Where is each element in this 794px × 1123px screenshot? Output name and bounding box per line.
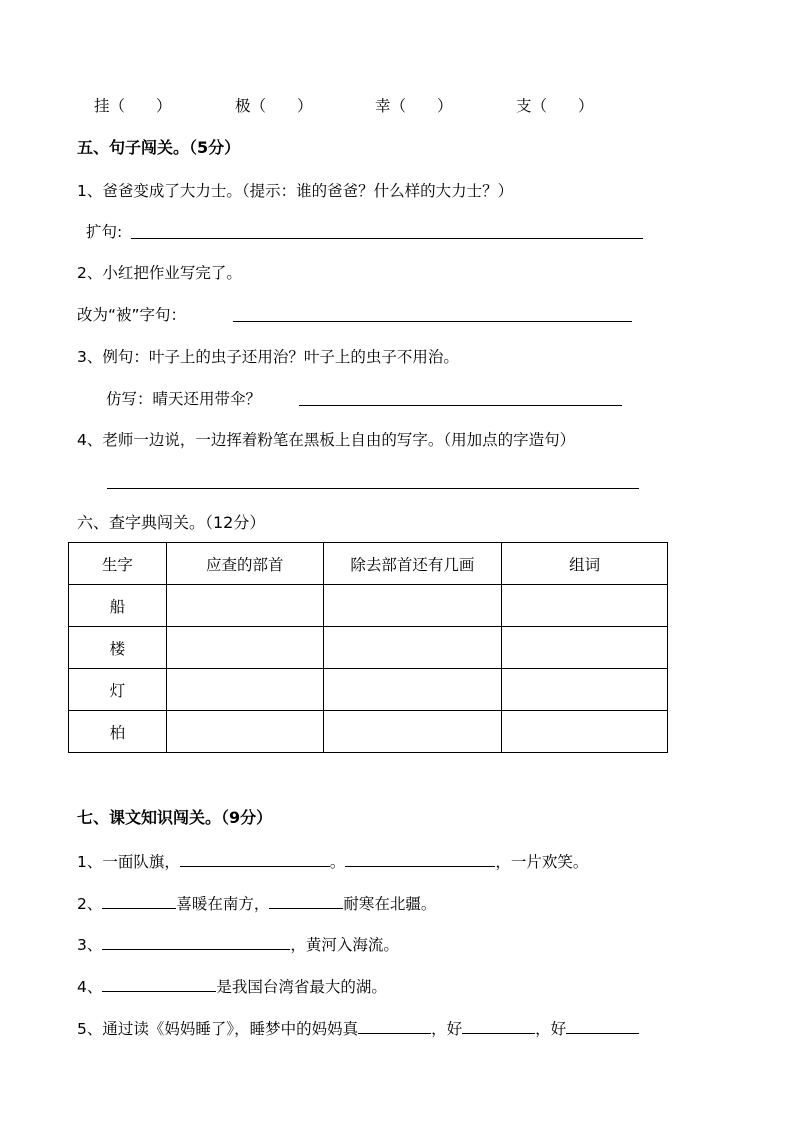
s5-q1-answer-line[interactable]	[131, 238, 643, 239]
s5-q3-label: 仿写：晴天还用带伞？	[106, 390, 262, 408]
s5-q2-label: 改为“被”字句：	[77, 306, 187, 324]
s7-q5-blank-1[interactable]	[358, 1017, 431, 1034]
s5-question-2: 2、小红把作业写完了。	[77, 264, 242, 282]
word-cell[interactable]	[502, 711, 668, 753]
row-char: 柏	[69, 711, 167, 753]
s7-q1-blank-2[interactable]	[345, 850, 495, 867]
s7-q5-text-c: ，好	[535, 1020, 567, 1038]
s7-q5-text-a: 5、通过读《妈妈睡了》，睡梦中的妈妈真	[77, 1020, 359, 1038]
s7-q5-blank-2[interactable]	[462, 1017, 535, 1034]
s7-q1-text-c: ，一片欢笑。	[495, 853, 589, 871]
strokes-cell[interactable]	[323, 669, 502, 711]
strokes-cell[interactable]	[323, 711, 502, 753]
section7-title: 七、课文知识闯关。（9分）	[77, 808, 273, 827]
word-cell[interactable]	[502, 585, 668, 627]
s7-q4-blank-1[interactable]	[102, 975, 216, 992]
table-row	[69, 585, 668, 627]
s7-q3-text-b: ，黄河入海流。	[290, 936, 399, 954]
word-cell[interactable]	[502, 627, 668, 669]
s7-question-4	[77, 975, 387, 997]
header-shengzi: 生字	[69, 543, 167, 585]
s7-question-1	[77, 850, 588, 872]
table-row	[69, 627, 668, 669]
s5-question-4: 4、老师一边说，一边挥着粉笔在黑板上自由的写字。（用加点的字造句）	[77, 431, 576, 449]
s7-question-5	[77, 1017, 639, 1039]
strokes-cell[interactable]	[323, 585, 502, 627]
s7-question-3	[77, 933, 399, 955]
s7-q2-blank-2[interactable]	[269, 892, 343, 909]
dictionary-table	[68, 542, 668, 753]
word-cell[interactable]	[502, 669, 668, 711]
row-char: 楼	[69, 627, 167, 669]
s7-q1-text-b: 。	[329, 853, 346, 871]
header-radical: 应查的部首	[166, 543, 323, 585]
s7-q1-text-a: 1、一面队旗，	[77, 853, 180, 871]
s5-q3-answer-line[interactable]	[299, 405, 622, 406]
section6-title: 六、查字典闯关。（12分）	[77, 513, 266, 532]
s7-q2-text-b: 喜暖在南方，	[176, 895, 270, 913]
s7-q2-text-c: 耐寒在北疆。	[343, 895, 437, 913]
s7-q5-blank-3[interactable]	[566, 1017, 639, 1034]
s7-q4-text-a: 4、	[77, 978, 103, 996]
section5-title: 五、句子闯关。（5分）	[77, 138, 241, 157]
radical-cell[interactable]	[166, 585, 323, 627]
char-item-xing: 幸（ ）	[375, 97, 453, 115]
table-header-row	[69, 543, 668, 585]
s7-q1-blank-1[interactable]	[180, 850, 330, 867]
header-strokes: 除去部首还有几画	[323, 543, 502, 585]
s7-q3-blank-1[interactable]	[102, 933, 290, 950]
strokes-cell[interactable]	[323, 627, 502, 669]
s7-q4-text-b: 是我国台湾省最大的湖。	[216, 978, 387, 996]
s7-q3-text-a: 3、	[77, 936, 103, 954]
s7-q2-text-a: 2、	[77, 895, 103, 913]
s5-question-3: 3、例句：叶子上的虫子还用治？叶子上的虫子不用治。	[77, 348, 459, 366]
s5-q1-label: 扩句:	[86, 223, 123, 241]
s7-question-2	[77, 892, 436, 914]
radical-cell[interactable]	[166, 669, 323, 711]
s5-question-1: 1、爸爸变成了大力士。（提示：谁的爸爸？什么样的大力士？）	[77, 182, 514, 200]
radical-cell[interactable]	[166, 627, 323, 669]
row-char: 船	[69, 585, 167, 627]
s7-q2-blank-1[interactable]	[102, 892, 176, 909]
s7-q5-text-b: ，好	[431, 1020, 463, 1038]
s5-q2-answer-line[interactable]	[233, 321, 632, 322]
char-item-zhi: 支（ ）	[516, 97, 594, 115]
char-item-gua: 挂（ ）	[94, 97, 172, 115]
header-word: 组词	[502, 543, 668, 585]
s5-q4-answer-line[interactable]	[107, 488, 639, 489]
radical-cell[interactable]	[166, 711, 323, 753]
table-row	[69, 711, 668, 753]
table-row	[69, 669, 668, 711]
char-item-ji: 极（ ）	[235, 97, 313, 115]
row-char: 灯	[69, 669, 167, 711]
